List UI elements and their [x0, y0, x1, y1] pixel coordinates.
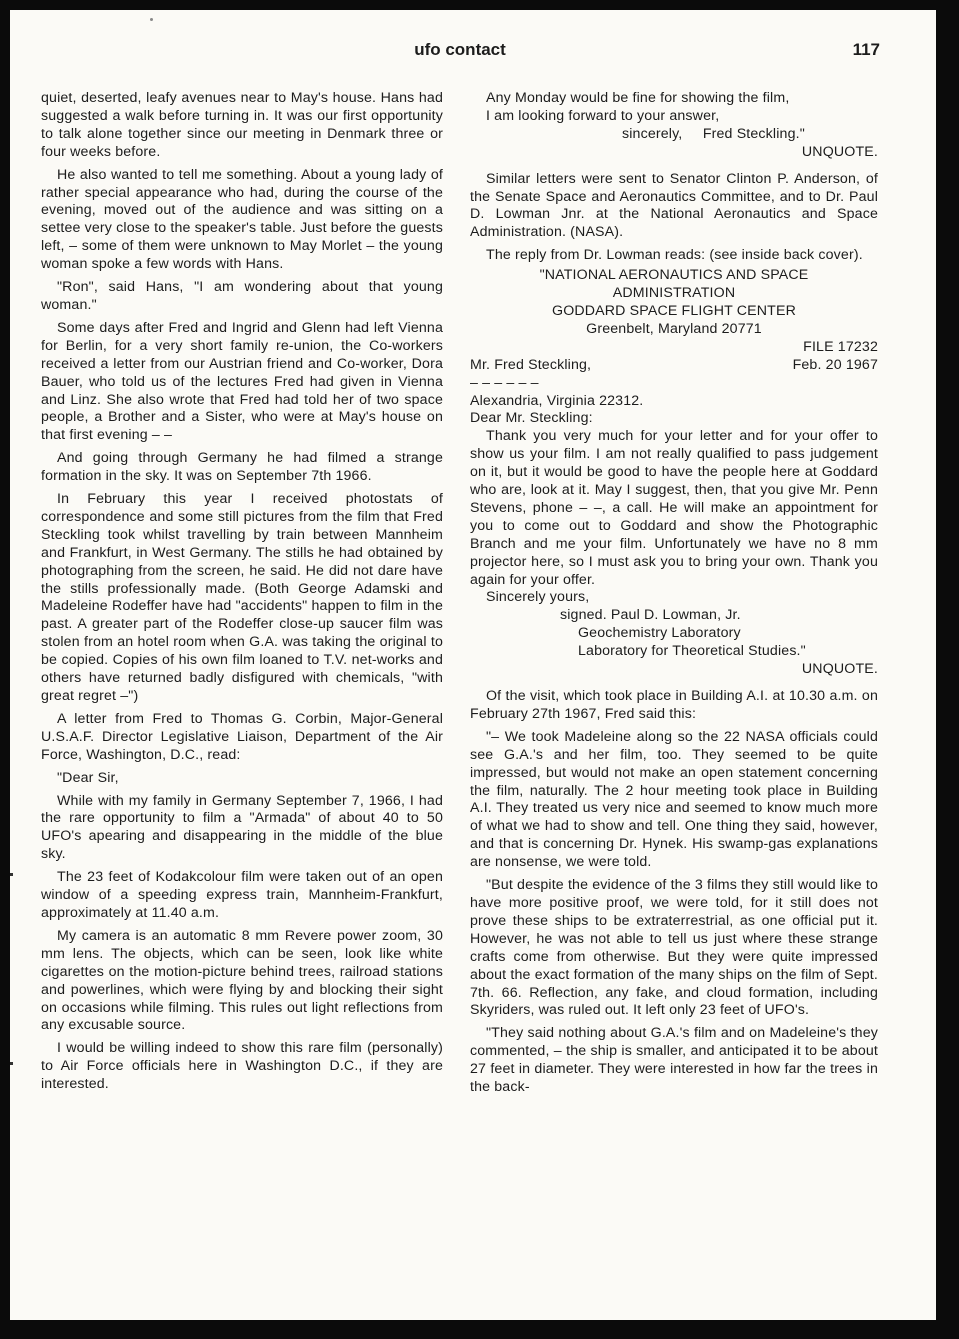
paragraph: "But despite the evidence of the 3 films they still would like to have more positive proof, we were told, for it still does not prove these ships to be extraterrestrial, as one official put it. However, he was not able to tell us just where these strange crafts come from otherwise. But they were quite impressed about the exact formation of the many ships on the film of Sept. 7th. 66. Reflection, any fake, and cloud formation, including Skyriders, was ruled out. It left only 23 feet of UFO's.: [470, 877, 878, 1019]
paragraph: quiet, deserted, leafy avenues near to May's house. Hans had suggested a walk before turning in. It was our first opportunity to talk alone together since our meeting in Denmark three or four weeks before.: [41, 90, 443, 160]
letterhead-line: GODDARD SPACE FLIGHT CENTER: [552, 302, 796, 319]
file-number: FILE 17232: [803, 338, 878, 355]
paragraph: Similar letters were sent to Senator Clinton P. Anderson, of the Senate Space and Aeronautics Committee, and to Dr. Paul D. Lowman Jnr. at the National Aeronautics and Space Administration. (NASA).: [470, 170, 878, 241]
paragraph: He also wanted to tell me something. About a young lady of rather special appearance who had, during the course of the evening, moved out of the audience and was sitting on a settee very close to the speaker's table. Just before the guests left, – some of them were unknown to May Morlet – the young woman spoke a few words with Hans.: [41, 166, 443, 273]
paragraph: While with my family in Germany September 7, 1966, I had the rare opportunity to film a "Armada" of about 40 to 50 UFO's apearing and disappearing in the middle of the blue sky.: [41, 792, 443, 863]
paragraph: My camera is an automatic 8 mm Revere power zoom, 30 mm lens. The objects, which can be seen, look like white cigarettes on the motion-picture behind trees, railroad stations and powerlines, which were flying by and blocking their sight on occasions while filming. This rules out light reflections from any excusable source.: [41, 927, 443, 1034]
salutation: Dear Mr. Steckling:: [470, 410, 593, 427]
sign-off: Sincerely yours,: [486, 589, 590, 606]
addressee-row: [470, 357, 878, 375]
address: Alexandria, Virginia 22312.: [470, 392, 644, 409]
page-speck: [150, 18, 153, 21]
redaction-dashes: – – – – – –: [470, 374, 539, 391]
paragraph: Of the visit, which took place in Building A.I. at 10.30 a.m. on February 27th 1967, Fred said this:: [470, 688, 878, 722]
letter-date: Feb. 20 1967: [792, 356, 878, 373]
paragraph: "Ron", said Hans, "I am wondering about that young woman.": [41, 279, 443, 313]
paragraph: And going through Germany he had filmed a strange formation in the sky. It was on September 7th 1966.: [41, 450, 443, 485]
paragraph: "They said nothing about G.A.'s film and on Madeleine's they commented, – the ship is smaller, and anticipated it to be about 27 feet in diameter. They were interested in how far the trees in the back-: [470, 1025, 878, 1096]
addressee: Mr. Fred Steckling,: [470, 356, 592, 373]
running-title: ufo contact: [414, 40, 506, 59]
page-number: 117: [852, 40, 880, 59]
signatory-affiliation: Laboratory for Theoretical Studies.": [578, 643, 806, 660]
letterhead-line: ADMINISTRATION: [612, 285, 736, 302]
signatory-affiliation: Geochemistry Laboratory: [578, 625, 741, 642]
letterhead-line: Greenbelt, Maryland 20771: [586, 320, 762, 337]
paragraph: Some days after Fred and Ingrid and Glenn had left Vienna for Berlin, for a very short family re-union, the Co-workers received a letter from our Austrian friend and Co-worker, Dora Bauer, who told us of the lectures Fred had given in Vienna and Linz. She also wrote that Fred had told her of two space people, a Brother and a Sister, who were at May's house on that first evening – –: [41, 319, 443, 444]
paragraph: The 23 feet of Kodakcolour film were taken out of an open window of a speeding express train, Mannheim-Frankfurt, approximately at 11.40 a.m.: [41, 869, 443, 921]
paragraph: "– We took Madeleine along so the 22 NASA officials could see G.A.'s and her film, too. They seemed to be quite impressed, but would not make an open statement concerning the film, naturally. The 2 hour meeting took place in Building A.I. They treated us very nice and seemed to know much more of what we had to show and tell. One thing they said, however, and that is concerning Dr. Hynek. His swamp-gas explanations are nonsense, we were told.: [470, 728, 878, 871]
letter-salutation: "Dear Sir,: [57, 769, 119, 786]
running-header: [40, 40, 880, 66]
right-column: [470, 90, 878, 1102]
left-column: [41, 90, 443, 1099]
paragraph: I would be willing indeed to show this rare film (personally) to Air Force officials here in Washington D.C., if they are interested.: [41, 1040, 443, 1093]
unquote: UNQUOTE.: [801, 661, 878, 678]
letter-signature: sincerely, Fred Steckling.": [622, 125, 805, 142]
letter-line: I am looking forward to your answer,: [486, 107, 720, 124]
paragraph: In February this year I received photostats of correspondence and some still pictures from the film that Fred Steckling took whilst travelling by train between Mannheim and Frankfurt, in West Germany. The stills he had obtained by photographing from the screen, he said. He did not dare have the stills professionally made. (Both George Adamski and Madeleine Rodeffer have had "accidents" happen to film in the past. A greater part of the Rodeffer close-up saucer film was stolen from an hotel room when G.A. was taking the original to be copied. Copies of his own film loaned to T.V. net-works and others have returned badly disfigured with chemicals, "with great regret –"): [41, 491, 443, 704]
paragraph: The reply from Dr. Lowman reads: (see inside back cover).: [486, 247, 863, 264]
letter-body: Thank you very much for your letter and for your offer to show us your film. I am not really qualified to pass judgement on it, but it would be good to have the people here at Goddard who are, look at it. May I suggest, then, that you give Mr. Penn Stevens, phone – –, a call. He will make an appointment for you to come out to Goddard and show the Photographic Branch and me your film. Unfortunately we have no 8 mm projector here, so I must ask you to bring your own. Thank you again for your offer.: [470, 428, 878, 588]
letter-line: Any Monday would be fine for showing the film,: [486, 90, 790, 106]
paragraph: A letter from Fred to Thomas G. Corbin, Major-General U.S.A.F. Director Legislative Liaison, Department of the Air Force, Washington, D.C., read:: [41, 710, 443, 763]
margin-mark: [10, 873, 13, 876]
margin-mark: [10, 1062, 13, 1065]
unquote: UNQUOTE.: [801, 143, 878, 160]
book-page: [10, 10, 936, 1320]
signature: signed. Paul D. Lowman, Jr.: [560, 607, 741, 624]
letterhead-line: "NATIONAL AERONAUTICS AND SPACE: [539, 267, 809, 284]
